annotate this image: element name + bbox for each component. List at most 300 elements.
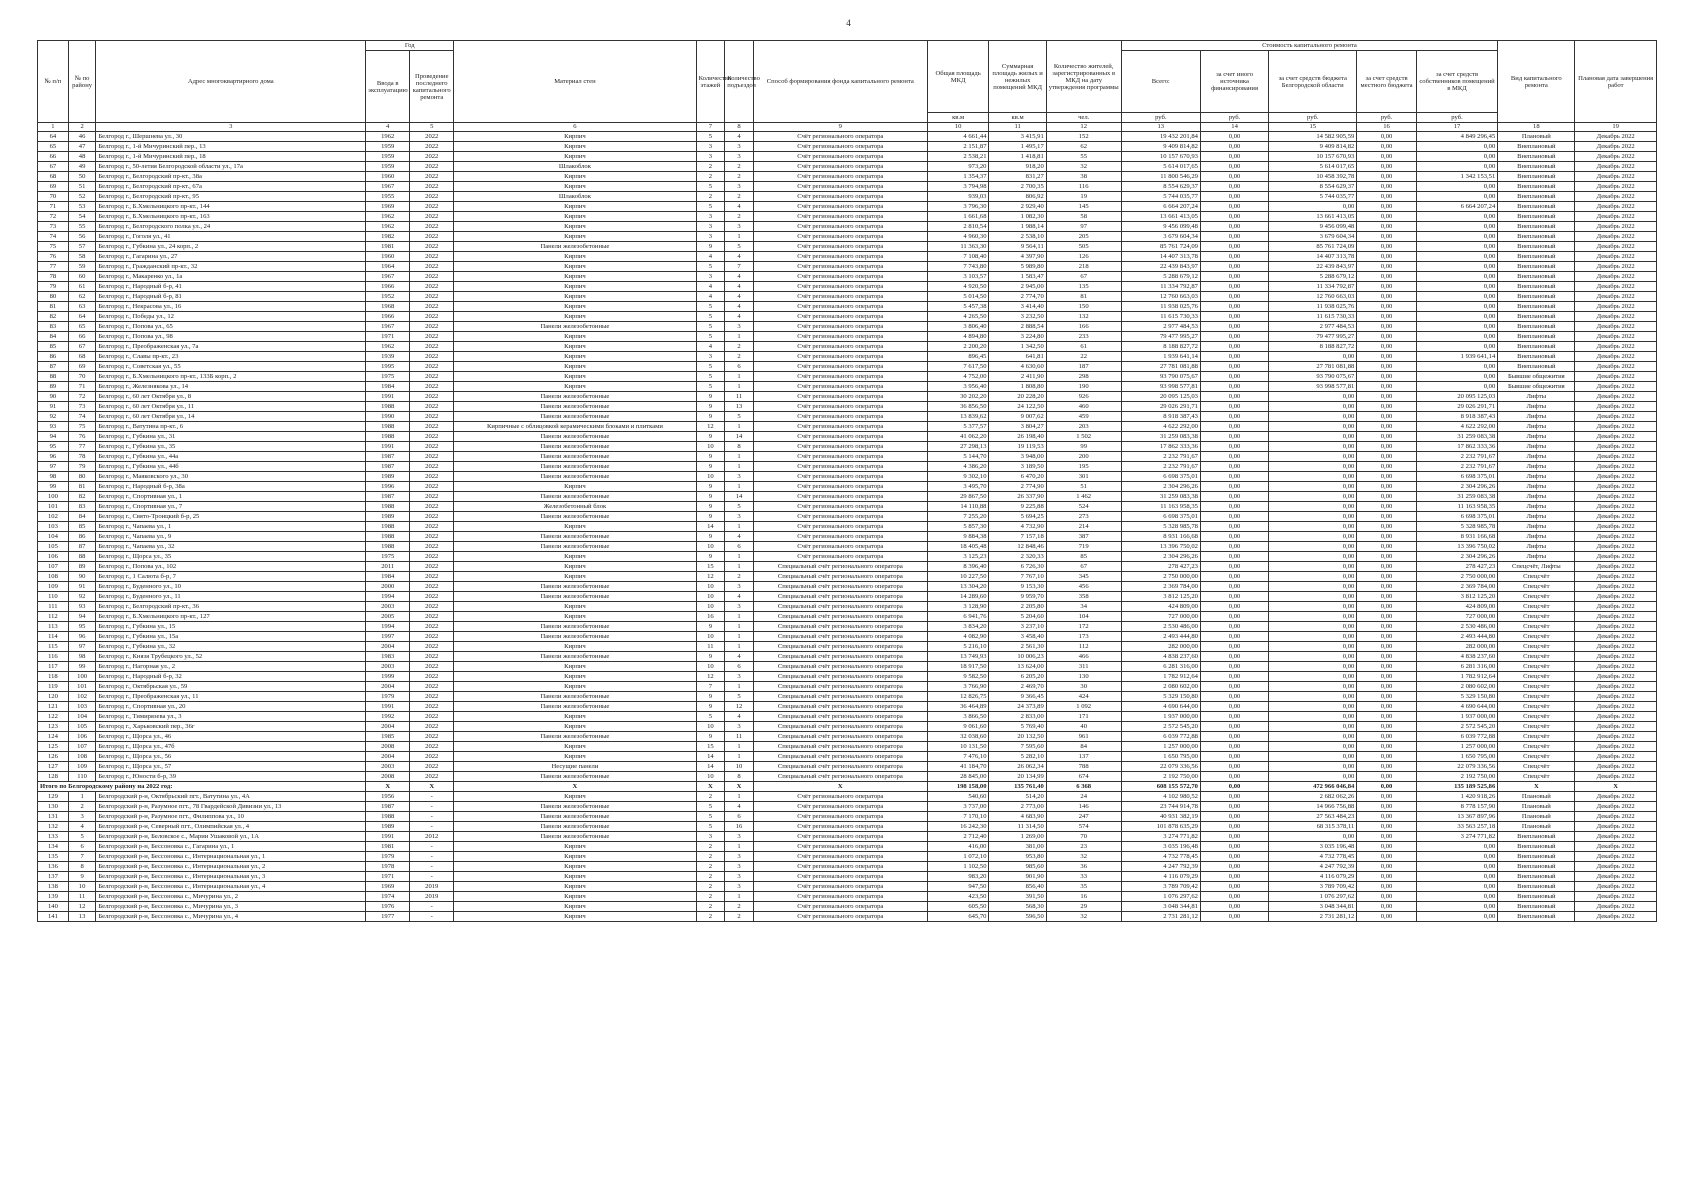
table-cell: 4 [725,132,754,142]
table-cell: 1989 [366,472,410,482]
table-cell: 0,00 [1200,372,1268,382]
table-cell: 1 [725,742,754,752]
table-cell: 3 103,57 [927,272,989,282]
table-cell: 1974 [366,892,410,902]
table-cell: 0,00 [1200,502,1268,512]
table-cell: 7 [725,262,754,272]
table-cell: - [410,802,454,812]
table-cell: 0,00 [1416,182,1498,192]
table-cell: 1 782 912,64 [1121,672,1200,682]
table-cell: 22 079 336,56 [1416,762,1498,772]
table-cell: 3 834,20 [927,622,989,632]
table-cell: 14 110,88 [927,502,989,512]
table-cell: Белгород г., Ватутина пр-кт., 6 [96,422,366,432]
table-cell: 1960 [366,252,410,262]
table-cell: 0,00 [1200,542,1268,552]
table-cell: 5 [696,182,725,192]
table-cell: 9 153,30 [989,582,1046,592]
table-cell: 0,00 [1200,642,1268,652]
table-cell: 4 [725,712,754,722]
table-cell: 0,00 [1416,842,1498,852]
table-row [38,882,1657,892]
table-cell: 34 [1046,602,1121,612]
table-cell: 0,00 [1200,702,1268,712]
table-cell: Счёт регионального оператора [753,852,927,862]
table-cell: Счёт регионального оператора [753,532,927,542]
table-cell: Кирпич [454,672,696,682]
table-cell: Внеплановый [1498,222,1575,232]
table-cell: 7 170,10 [927,812,989,822]
table-cell: 8 918 387,43 [1121,412,1200,422]
table-cell: 6 726,30 [989,562,1046,572]
table-cell: 80 [68,472,96,482]
table-cell: Спецсчёт [1498,682,1575,692]
table-cell: Внеплановый [1498,232,1575,242]
total-cell: X [1575,782,1657,792]
table-cell: 11 938 025,76 [1121,302,1200,312]
table-cell: 9 225,88 [989,502,1046,512]
table-cell: Спецсчёт [1498,702,1575,712]
table-cell: 3 [696,142,725,152]
table-cell: 10 227,50 [927,572,989,582]
table-cell: 2004 [366,752,410,762]
table-cell: 12 [68,902,96,912]
table-cell: 2 538,21 [927,152,989,162]
table-cell: 1988 [366,432,410,442]
table-cell: Специальный счёт регионального оператора [753,732,927,742]
total-cell: 0,00 [1200,782,1268,792]
table-cell: 645,70 [927,912,989,922]
table-cell: 16 [725,822,754,832]
table-cell: 2022 [410,772,454,782]
table-cell: 2 750 000,00 [1416,572,1498,582]
table-cell: 2022 [410,132,454,142]
table-cell: 0,00 [1269,502,1357,512]
table-cell: 1 939 641,14 [1121,352,1200,362]
table-cell: 1 [725,682,754,692]
table-cell: 3 812 125,20 [1416,592,1498,602]
table-cell: 145 [1046,202,1121,212]
table-cell: 641,81 [989,352,1046,362]
table-cell: 100 [68,672,96,682]
table-cell: 1 808,80 [989,382,1046,392]
table-cell: 1991 [366,832,410,842]
table-cell: 84 [1046,742,1121,752]
table-cell: 13 [68,912,96,922]
table-cell: 1 495,17 [989,142,1046,152]
table-cell: 29 [1046,902,1121,912]
table-cell: 2022 [410,602,454,612]
table-cell: - [410,852,454,862]
table-cell: 0,00 [1357,862,1416,872]
table-cell: 3 048 344,81 [1269,902,1357,912]
table-cell: - [410,872,454,882]
table-cell: Внеплановый [1498,302,1575,312]
table-cell: Счёт регионального оператора [753,242,927,252]
table-cell: Счёт регионального оператора [753,812,927,822]
table-cell: 0,00 [1357,382,1416,392]
table-cell: 5 328 985,78 [1121,522,1200,532]
table-cell: Счёт регионального оператора [753,272,927,282]
table-cell: 9 [696,732,725,742]
table-cell: 2022 [410,172,454,182]
table-cell: 7 617,50 [927,362,989,372]
table-cell: 1969 [366,882,410,892]
table-cell: Счёт регионального оператора [753,372,927,382]
table-cell: 9 061,60 [927,722,989,732]
table-cell: 0,00 [1357,642,1416,652]
table-row [38,422,1657,432]
table-cell: 3 [725,322,754,332]
table-cell: 9 959,70 [989,592,1046,602]
table-cell: Белгород г., Нагорная ул., 2 [96,662,366,672]
table-cell: 72 [38,212,69,222]
table-cell: 1985 [366,732,410,742]
table-cell: 5 204,60 [989,612,1046,622]
table-cell: 65 [68,322,96,332]
table-cell: 3 274 771,82 [1416,832,1498,842]
table-cell: Счёт регионального оператора [753,332,927,342]
table-cell: 0,00 [1416,222,1498,232]
table-cell: Счёт регионального оператора [753,442,927,452]
table-cell: 0,00 [1200,232,1268,242]
column-number: 17 [1416,123,1498,132]
table-cell: Панели железобетонные [454,822,696,832]
table-cell: 1 462 [1046,492,1121,502]
table-cell: 0,00 [1357,292,1416,302]
table-cell: 24 373,89 [989,702,1046,712]
table-cell: 81 [1046,292,1121,302]
table-cell: 3 414,40 [989,302,1046,312]
header-residents: Количество жителей, зарегистрированных в МКД на дату утверждения программы [1046,41,1121,113]
table-cell: 2 530 486,00 [1416,622,1498,632]
table-cell: 8 778 157,90 [1416,802,1498,812]
table-cell: 1 072,10 [927,852,989,862]
table-cell: Кирпич [454,842,696,852]
table-cell: 8 931 166,68 [1416,532,1498,542]
table-cell: 0,00 [1416,852,1498,862]
table-cell: Счёт регионального оператора [753,282,927,292]
table-cell: 0,00 [1357,722,1416,732]
table-cell: Счёт регионального оператора [753,522,927,532]
table-cell: 9 007,62 [989,412,1046,422]
table-cell: 0,00 [1269,432,1357,442]
table-cell: 0,00 [1269,832,1357,842]
table-cell: Декабрь 2022 [1575,592,1657,602]
table-cell: 0,00 [1269,752,1357,762]
table-cell: 273 [1046,512,1121,522]
table-cell: 14 966 756,88 [1269,802,1357,812]
table-cell: Кирпич [454,372,696,382]
table-cell: 9 409 814,82 [1121,142,1200,152]
table-cell: Специальный счёт регионального оператора [753,712,927,722]
table-cell: 68 [68,352,96,362]
table-cell: 15 [696,742,725,752]
table-cell: 4 386,20 [927,462,989,472]
table-cell: Внеплановый [1498,282,1575,292]
table-cell: 2022 [410,142,454,152]
table-cell: 86 [38,352,69,362]
table-cell: 983,20 [927,872,989,882]
table-cell: 973,20 [927,162,989,172]
table-cell: Спецсчёт [1498,722,1575,732]
header-total-area: Общая площадь МКД [927,41,989,113]
table-cell: 391,50 [989,892,1046,902]
table-row [38,892,1657,902]
table-row [38,192,1657,202]
table-cell: 2022 [410,442,454,452]
table-cell: 0,00 [1200,242,1268,252]
header-cost-group: Стоимость капитального ремонта [1121,41,1498,51]
table-cell: 3 035 196,48 [1269,842,1357,852]
table-cell: 26 337,90 [989,492,1046,502]
table-cell: 10 [696,772,725,782]
table-cell: 9 [696,692,725,702]
table-cell: 2022 [410,392,454,402]
table-cell: Лифты [1498,512,1575,522]
table-cell: Панели железобетонные [454,472,696,482]
total-cell: 198 158,00 [927,782,989,792]
table-cell: 0,00 [1200,252,1268,262]
total-cell: X [1498,782,1575,792]
table-cell: 5 857,30 [927,522,989,532]
table-cell: 140 [38,902,69,912]
table-cell: 110 [68,772,96,782]
table-cell: 596,50 [989,912,1046,922]
table-cell: Лифты [1498,432,1575,442]
table-cell: 3 806,40 [927,322,989,332]
table-cell: 4 116 079,29 [1121,872,1200,882]
table-cell: 0,00 [1200,852,1268,862]
table-cell: 123 [38,722,69,732]
table-cell: 2011 [366,562,410,572]
table-cell: Декабрь 2022 [1575,562,1657,572]
table-cell: 5 [725,502,754,512]
table-cell: Белгород г., Белгородский пр-кт., 38а [96,172,366,182]
table-cell: 97 [38,462,69,472]
table-cell: 0,00 [1357,282,1416,292]
table-cell: Панели железобетонные [454,512,696,522]
table-cell: Декабрь 2022 [1575,162,1657,172]
table-cell: 0,00 [1357,882,1416,892]
table-row [38,852,1657,862]
table-cell: Декабрь 2022 [1575,202,1657,212]
table-cell: 84 [38,332,69,342]
table-cell: 0,00 [1416,912,1498,922]
table-cell: 0,00 [1357,552,1416,562]
table-row [38,502,1657,512]
table-cell: 14 [696,752,725,762]
table-cell: Специальный счёт регионального оператора [753,602,927,612]
table-cell: Специальный счёт регионального оператора [753,742,927,752]
table-cell: 4 683,90 [989,812,1046,822]
table-cell: 72 [68,392,96,402]
table-cell: 2022 [410,632,454,642]
table-cell: Спецсчёт [1498,692,1575,702]
table-cell: Белгородский р-н, Октябрьский пгт., Ватутина ул., 4А [96,792,366,802]
table-cell: 29 026 291,71 [1121,402,1200,412]
table-cell: 2 304 296,26 [1416,482,1498,492]
table-cell: Спецсчёт [1498,712,1575,722]
table-cell: Внеплановый [1498,892,1575,902]
table-cell: 104 [38,532,69,542]
table-cell: 2 530 486,00 [1121,622,1200,632]
table-cell: 0,00 [1416,142,1498,152]
table-cell: 3 237,10 [989,622,1046,632]
table-cell: 99 [38,482,69,492]
table-cell: 953,80 [989,852,1046,862]
table-cell: 137 [1046,752,1121,762]
table-cell: Кирпич [454,152,696,162]
table-cell: 0,00 [1200,902,1268,912]
table-cell: 205 [1046,232,1121,242]
table-cell: 11 334 792,87 [1269,282,1357,292]
table-cell: 0,00 [1357,572,1416,582]
table-cell: 0,00 [1269,482,1357,492]
table-cell: 3 [696,832,725,842]
table-cell: Внеплановый [1498,832,1575,842]
table-cell: Белгородский р-н, Северный пгт., Олимпийская ул., 4 [96,822,366,832]
table-cell: 0,00 [1416,242,1498,252]
table-cell: Плановый [1498,792,1575,802]
table-cell: Декабрь 2022 [1575,402,1657,412]
table-cell: 152 [1046,132,1121,142]
table-cell: Счёт регионального оператора [753,912,927,922]
table-cell: 2000 [366,582,410,592]
table-cell: 1 [725,642,754,652]
table-cell: Декабрь 2022 [1575,222,1657,232]
table-cell: 1988 [366,532,410,542]
table-cell: Счёт регионального оператора [753,352,927,362]
table-cell: 13 396 750,02 [1121,542,1200,552]
table-cell: Декабрь 2022 [1575,442,1657,452]
table-cell: Белгород г., Губкина ул., 15а [96,632,366,642]
table-cell: 5 [696,822,725,832]
unit-label: руб. [1121,113,1200,123]
table-cell: 0,00 [1200,212,1268,222]
table-cell: 12 [696,672,725,682]
table-cell: 0,00 [1357,622,1416,632]
header-wall-material: Материал стен [454,41,696,123]
table-cell: 103 [38,522,69,532]
table-cell: 5 [725,242,754,252]
table-cell: Счёт регионального оператора [753,232,927,242]
table-row [38,742,1657,752]
table-cell: 124 [38,732,69,742]
table-cell: Спецсчёт [1498,602,1575,612]
table-row [38,292,1657,302]
table-cell: 2022 [410,712,454,722]
table-cell: 1 [725,632,754,642]
table-cell: Кирпич [454,552,696,562]
table-cell: 3 [725,472,754,482]
table-row [38,252,1657,262]
table-cell: 23 [1046,842,1121,852]
table-cell: Лифты [1498,412,1575,422]
table-cell: 9 [696,412,725,422]
table-cell: 2 [696,892,725,902]
table-cell: 4 [696,282,725,292]
table-cell: 0,00 [1357,682,1416,692]
table-cell: 947,50 [927,882,989,892]
table-cell: 1962 [366,222,410,232]
table-cell: Декабрь 2022 [1575,702,1657,712]
table-cell: 2022 [410,592,454,602]
table-cell: 0,00 [1269,712,1357,722]
table-cell: 0,00 [1200,262,1268,272]
table-cell: 9 [696,702,725,712]
table-cell: 1988 [366,402,410,412]
table-cell: Внеплановый [1498,162,1575,172]
table-cell: 97 [1046,222,1121,232]
table-cell: 105 [38,542,69,552]
table-cell: 0,00 [1416,212,1498,222]
table-row [38,642,1657,652]
table-cell: 2022 [410,372,454,382]
table-cell: 16 242,30 [927,822,989,832]
table-cell: Декабрь 2022 [1575,532,1657,542]
table-cell: Декабрь 2022 [1575,322,1657,332]
table-cell: Декабрь 2022 [1575,252,1657,262]
table-cell: 109 [68,762,96,772]
table-cell: Белгород г., Щорса ул., 57 [96,762,366,772]
table-cell: 2 [696,912,725,922]
table-cell: Счёт регионального оператора [753,402,927,412]
table-cell: 0,00 [1357,142,1416,152]
table-cell: Кирпич [454,602,696,612]
table-cell: 10 [696,472,725,482]
table-cell: 80 [38,292,69,302]
table-cell: 55 [68,222,96,232]
table-cell: 9 409 814,82 [1269,142,1357,152]
table-cell: 105 [68,722,96,732]
table-cell: 0,00 [1357,452,1416,462]
table-cell: 0,00 [1200,742,1268,752]
table-cell: 918,20 [989,162,1046,172]
table-cell: Белгород г., Попова ул., 98 [96,332,366,342]
table-cell: 13 [725,402,754,412]
table-cell: 0,00 [1200,712,1268,722]
table-cell: 74 [68,412,96,422]
table-cell: 1959 [366,142,410,152]
table-cell: 8 554 629,37 [1269,182,1357,192]
table-cell: 0,00 [1416,232,1498,242]
table-cell: 41 184,70 [927,762,989,772]
table-cell: 1991 [366,442,410,452]
table-cell: 133 [38,832,69,842]
table-cell: 0,00 [1357,602,1416,612]
header-fund-method: Способ формирования фонда капитального ремонта [753,41,927,123]
table-cell: 89 [68,562,96,572]
table-cell: Панели железобетонные [454,622,696,632]
table-cell: 2022 [410,662,454,672]
table-cell: 5 694,25 [989,512,1046,522]
table-cell: Белгород г., Народный б-р, 41 [96,282,366,292]
column-number: 1 [38,123,69,132]
table-cell: 96 [38,452,69,462]
table-cell: 6 205,20 [989,672,1046,682]
table-cell: 10 [696,592,725,602]
table-cell: Белгород г., 50-летия Белгородской области ул., 17а [96,162,366,172]
table-cell: 4 622 292,00 [1121,422,1200,432]
table-cell: Кирпич [454,352,696,362]
table-cell: 17 862 333,36 [1121,442,1200,452]
table-cell: 31 259 083,38 [1121,432,1200,442]
table-cell: 1991 [366,392,410,402]
table-cell: 0,00 [1269,592,1357,602]
table-cell: 2022 [410,242,454,252]
table-cell: 2022 [410,652,454,662]
